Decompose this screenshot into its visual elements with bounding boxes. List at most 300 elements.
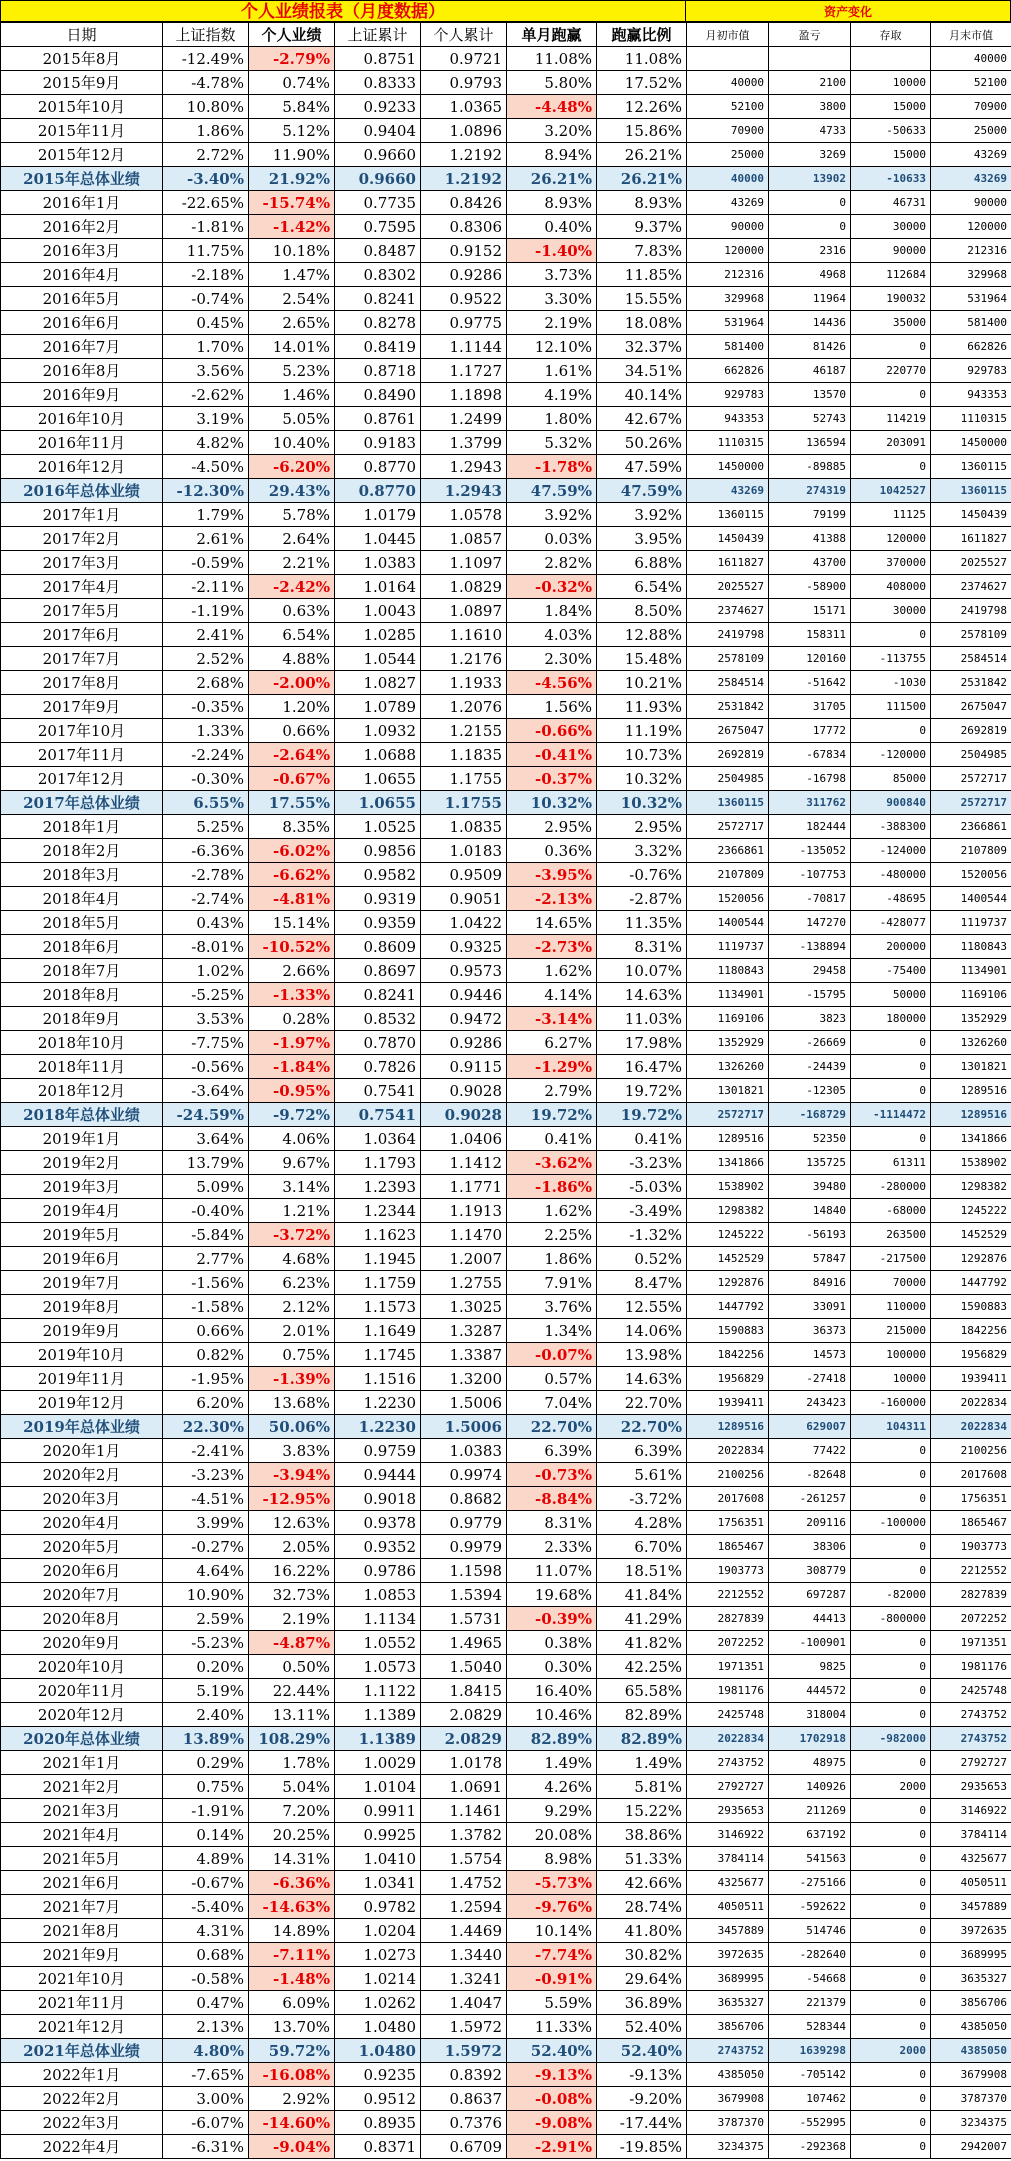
summary-row: [1, 167, 1011, 191]
cell-profit-loss: -67834: [769, 743, 851, 767]
cell-end-value: 2425748: [931, 1679, 1011, 1703]
cell-deposit-withdraw: 0: [851, 2063, 931, 2087]
cell-date: 2016年10月: [1, 407, 163, 431]
cell-start-value: 3856706: [687, 2015, 769, 2039]
cell-index-change: 1.02%: [163, 959, 249, 983]
cell-index-cumulative: 1.1945: [335, 1247, 421, 1271]
cell-start-value: 1981176: [687, 1679, 769, 1703]
cell-profit-loss: 48975: [769, 1751, 851, 1775]
cell-personal-cumulative: 0.9286: [421, 1031, 507, 1055]
cell-date: 2022年1月: [1, 2063, 163, 2087]
cell-excess-ratio: 30.82%: [597, 1943, 687, 1967]
cell-start-value: 1971351: [687, 1655, 769, 1679]
cell-index-change: -0.74%: [163, 287, 249, 311]
cell-deposit-withdraw: 0: [851, 719, 931, 743]
cell-start-value: 3972635: [687, 1943, 769, 1967]
title-bar: [0, 0, 1011, 22]
cell-personal-cumulative: 1.1933: [421, 671, 507, 695]
table-row: [1, 1511, 1011, 1535]
cell-excess-ratio: 41.80%: [597, 1919, 687, 1943]
cell-excess-ratio: 6.70%: [597, 1535, 687, 1559]
cell-index-change: 0.68%: [163, 1943, 249, 1967]
cell-personal-cumulative: 0.9028: [421, 1103, 507, 1127]
cell-deposit-withdraw: -113755: [851, 647, 931, 671]
cell-index-change: -1.91%: [163, 1799, 249, 1823]
cell-profit-loss: -292368: [769, 2135, 851, 2159]
cell-personal-change: 13.11%: [249, 1703, 335, 1727]
cell-personal-cumulative: 0.9028: [421, 1079, 507, 1103]
cell-index-change: 6.55%: [163, 791, 249, 815]
cell-personal-change: 32.73%: [249, 1583, 335, 1607]
cell-deposit-withdraw: 0: [851, 1703, 931, 1727]
cell-start-value: 1134901: [687, 983, 769, 1007]
cell-deposit-withdraw: 0: [851, 1943, 931, 1967]
cell-index-cumulative: 0.9444: [335, 1463, 421, 1487]
cell-excess-ratio: 8.31%: [597, 935, 687, 959]
cell-monthly-excess: 1.62%: [507, 1199, 597, 1223]
cell-personal-cumulative: 0.9974: [421, 1463, 507, 1487]
table-row: [1, 1823, 1011, 1847]
table-row: [1, 935, 1011, 959]
cell-index-change: -2.74%: [163, 887, 249, 911]
cell-excess-ratio: 34.51%: [597, 359, 687, 383]
cell-profit-loss: 541563: [769, 1847, 851, 1871]
cell-end-value: 1956829: [931, 1343, 1011, 1367]
cell-start-value: 2374627: [687, 599, 769, 623]
cell-personal-change: -1.97%: [249, 1031, 335, 1055]
cell-date: 2021年9月: [1, 1943, 163, 1967]
table-row: [1, 815, 1011, 839]
cell-excess-ratio: 13.98%: [597, 1343, 687, 1367]
cell-profit-loss: 33091: [769, 1295, 851, 1319]
cell-personal-change: 1.78%: [249, 1751, 335, 1775]
cell-index-cumulative: 1.0262: [335, 1991, 421, 2015]
cell-index-change: 3.64%: [163, 1127, 249, 1151]
cell-end-value: 1301821: [931, 1055, 1011, 1079]
cell-monthly-excess: 0.57%: [507, 1367, 597, 1391]
cell-monthly-excess: 26.21%: [507, 167, 597, 191]
cell-index-change: 5.19%: [163, 1679, 249, 1703]
cell-index-change: -8.01%: [163, 935, 249, 959]
cell-index-change: -3.40%: [163, 167, 249, 191]
cell-deposit-withdraw: 0: [851, 1079, 931, 1103]
cell-personal-change: 2.92%: [249, 2087, 335, 2111]
cell-personal-change: -2.64%: [249, 743, 335, 767]
cell-monthly-excess: 6.27%: [507, 1031, 597, 1055]
cell-personal-cumulative: 1.0857: [421, 527, 507, 551]
cell-monthly-excess: -4.48%: [507, 95, 597, 119]
cell-index-change: -2.24%: [163, 743, 249, 767]
cell-monthly-excess: -9.08%: [507, 2111, 597, 2135]
cell-start-value: 1842256: [687, 1343, 769, 1367]
cell-start-value: 1169106: [687, 1007, 769, 1031]
table-row: [1, 1175, 1011, 1199]
table-row: [1, 431, 1011, 455]
table-row: [1, 695, 1011, 719]
cell-end-value: 2374627: [931, 575, 1011, 599]
cell-index-cumulative: 0.9660: [335, 143, 421, 167]
cell-index-change: 0.66%: [163, 1319, 249, 1343]
cell-profit-loss: 11964: [769, 287, 851, 311]
cell-personal-cumulative: 1.0896: [421, 119, 507, 143]
cell-date: 2019年4月: [1, 1199, 163, 1223]
table-row: [1, 1679, 1011, 1703]
cell-deposit-withdraw: 10000: [851, 71, 931, 95]
cell-date: 2018年10月: [1, 1031, 163, 1055]
cell-deposit-withdraw: 0: [851, 1991, 931, 2015]
cell-start-value: 120000: [687, 239, 769, 263]
cell-personal-cumulative: 1.4469: [421, 1919, 507, 1943]
cell-profit-loss: -552995: [769, 2111, 851, 2135]
table-row: [1, 647, 1011, 671]
cell-excess-ratio: -17.44%: [597, 2111, 687, 2135]
cell-index-cumulative: 1.1759: [335, 1271, 421, 1295]
cell-personal-change: 5.04%: [249, 1775, 335, 1799]
cell-personal-change: 3.83%: [249, 1439, 335, 1463]
cell-start-value: 1110315: [687, 431, 769, 455]
cell-excess-ratio: 3.92%: [597, 503, 687, 527]
cell-personal-change: 5.12%: [249, 119, 335, 143]
cell-deposit-withdraw: 220770: [851, 359, 931, 383]
cell-excess-ratio: 11.08%: [597, 47, 687, 71]
column-header-personal-change: 个人业绩: [249, 23, 335, 47]
cell-date: 2016年12月: [1, 455, 163, 479]
cell-index-cumulative: 1.1122: [335, 1679, 421, 1703]
cell-date: 2019年6月: [1, 1247, 163, 1271]
cell-excess-ratio: 10.73%: [597, 743, 687, 767]
cell-monthly-excess: 1.86%: [507, 1247, 597, 1271]
table-row: [1, 455, 1011, 479]
cell-index-change: -2.11%: [163, 575, 249, 599]
cell-excess-ratio: 1.49%: [597, 1751, 687, 1775]
cell-personal-cumulative: 0.8637: [421, 2087, 507, 2111]
cell-monthly-excess: 10.32%: [507, 791, 597, 815]
cell-personal-change: 2.21%: [249, 551, 335, 575]
cell-excess-ratio: 42.67%: [597, 407, 687, 431]
cell-monthly-excess: 3.92%: [507, 503, 597, 527]
cell-end-value: 43269: [931, 143, 1011, 167]
cell-start-value: 943353: [687, 407, 769, 431]
cell-personal-cumulative: 1.0183: [421, 839, 507, 863]
cell-date: 2019年2月: [1, 1151, 163, 1175]
cell-personal-cumulative: 1.5731: [421, 1607, 507, 1631]
cell-index-change: -4.50%: [163, 455, 249, 479]
cell-profit-loss: 13902: [769, 167, 851, 191]
cell-personal-change: 8.35%: [249, 815, 335, 839]
cell-index-change: -0.58%: [163, 1967, 249, 1991]
cell-excess-ratio: -1.32%: [597, 1223, 687, 1247]
cell-personal-change: 7.20%: [249, 1799, 335, 1823]
cell-excess-ratio: 4.28%: [597, 1511, 687, 1535]
table-row: [1, 383, 1011, 407]
cell-end-value: 2100256: [931, 1439, 1011, 1463]
cell-deposit-withdraw: [851, 47, 931, 71]
cell-personal-cumulative: 1.5006: [421, 1415, 507, 1439]
cell-personal-cumulative: 0.8426: [421, 191, 507, 215]
cell-personal-cumulative: 1.2176: [421, 647, 507, 671]
cell-index-change: 4.80%: [163, 2039, 249, 2063]
table-row: [1, 863, 1011, 887]
cell-deposit-withdraw: 0: [851, 455, 931, 479]
cell-excess-ratio: 6.39%: [597, 1439, 687, 1463]
cell-monthly-excess: 8.98%: [507, 1847, 597, 1871]
cell-profit-loss: -70817: [769, 887, 851, 911]
cell-excess-ratio: 18.08%: [597, 311, 687, 335]
cell-date: 2018年11月: [1, 1055, 163, 1079]
cell-personal-change: 22.44%: [249, 1679, 335, 1703]
cell-personal-change: 6.09%: [249, 1991, 335, 2015]
cell-index-cumulative: 1.0204: [335, 1919, 421, 1943]
cell-index-cumulative: 0.8761: [335, 407, 421, 431]
cell-end-value: 1939411: [931, 1367, 1011, 1391]
cell-start-value: 3689995: [687, 1967, 769, 1991]
cell-profit-loss: 158311: [769, 623, 851, 647]
cell-start-value: 581400: [687, 335, 769, 359]
cell-start-value: 2022834: [687, 1727, 769, 1751]
cell-date: 2017年11月: [1, 743, 163, 767]
cell-personal-change: 4.68%: [249, 1247, 335, 1271]
cell-excess-ratio: 22.70%: [597, 1391, 687, 1415]
cell-personal-cumulative: 1.0178: [421, 1751, 507, 1775]
cell-index-change: 13.79%: [163, 1151, 249, 1175]
cell-index-change: 3.00%: [163, 2087, 249, 2111]
cell-index-change: -5.40%: [163, 1895, 249, 1919]
table-row: [1, 1079, 1011, 1103]
cell-profit-loss: 136594: [769, 431, 851, 455]
cell-deposit-withdraw: 0: [851, 1535, 931, 1559]
cell-personal-cumulative: 1.5394: [421, 1583, 507, 1607]
cell-deposit-withdraw: -68000: [851, 1199, 931, 1223]
table-row: [1, 2135, 1011, 2159]
cell-deposit-withdraw: 0: [851, 335, 931, 359]
cell-profit-loss: -275166: [769, 1871, 851, 1895]
cell-personal-change: 12.63%: [249, 1511, 335, 1535]
cell-index-change: 13.89%: [163, 1727, 249, 1751]
cell-personal-cumulative: 1.0406: [421, 1127, 507, 1151]
cell-monthly-excess: 5.59%: [507, 1991, 597, 2015]
cell-start-value: 3234375: [687, 2135, 769, 2159]
cell-excess-ratio: 10.32%: [597, 767, 687, 791]
table-row: [1, 1703, 1011, 1727]
cell-index-change: 1.33%: [163, 719, 249, 743]
cell-index-cumulative: 0.8609: [335, 935, 421, 959]
cell-monthly-excess: 9.29%: [507, 1799, 597, 1823]
cell-end-value: 1971351: [931, 1631, 1011, 1655]
table-row: [1, 2015, 1011, 2039]
cell-monthly-excess: 19.72%: [507, 1103, 597, 1127]
cell-personal-change: -2.42%: [249, 575, 335, 599]
cell-personal-change: -7.11%: [249, 1943, 335, 1967]
cell-date: 2018年12月: [1, 1079, 163, 1103]
cell-excess-ratio: 12.55%: [597, 1295, 687, 1319]
cell-monthly-excess: -5.73%: [507, 1871, 597, 1895]
cell-personal-change: 14.89%: [249, 1919, 335, 1943]
cell-end-value: 2366861: [931, 815, 1011, 839]
cell-index-change: 0.14%: [163, 1823, 249, 1847]
cell-index-cumulative: 0.8241: [335, 287, 421, 311]
cell-index-change: -1.56%: [163, 1271, 249, 1295]
cell-profit-loss: -82648: [769, 1463, 851, 1487]
cell-monthly-excess: 0.41%: [507, 1127, 597, 1151]
cell-excess-ratio: 28.74%: [597, 1895, 687, 1919]
table-row: [1, 527, 1011, 551]
cell-end-value: 2017608: [931, 1463, 1011, 1487]
cell-monthly-excess: -3.14%: [507, 1007, 597, 1031]
cell-end-value: 4385050: [931, 2039, 1011, 2063]
cell-index-cumulative: 1.0688: [335, 743, 421, 767]
cell-profit-loss: 3269: [769, 143, 851, 167]
cell-monthly-excess: 19.68%: [507, 1583, 597, 1607]
cell-index-cumulative: 0.7595: [335, 215, 421, 239]
cell-profit-loss: 17772: [769, 719, 851, 743]
cell-index-cumulative: 1.0029: [335, 1751, 421, 1775]
cell-personal-change: -1.48%: [249, 1967, 335, 1991]
cell-end-value: 3972635: [931, 1919, 1011, 1943]
cell-start-value: 329968: [687, 287, 769, 311]
cell-index-cumulative: 0.8333: [335, 71, 421, 95]
cell-personal-change: -3.72%: [249, 1223, 335, 1247]
column-header-monthly-excess: 单月跑赢: [507, 23, 597, 47]
cell-monthly-excess: 10.14%: [507, 1919, 597, 1943]
cell-monthly-excess: 1.56%: [507, 695, 597, 719]
cell-index-change: -2.78%: [163, 863, 249, 887]
cell-index-change: 3.56%: [163, 359, 249, 383]
cell-profit-loss: 308779: [769, 1559, 851, 1583]
cell-deposit-withdraw: -1030: [851, 671, 931, 695]
cell-personal-cumulative: 1.3200: [421, 1367, 507, 1391]
cell-excess-ratio: 14.63%: [597, 1367, 687, 1391]
cell-index-change: -6.07%: [163, 2111, 249, 2135]
cell-deposit-withdraw: 111500: [851, 695, 931, 719]
cell-personal-change: -1.33%: [249, 983, 335, 1007]
cell-deposit-withdraw: 110000: [851, 1295, 931, 1319]
cell-start-value: 1939411: [687, 1391, 769, 1415]
cell-personal-cumulative: 1.2499: [421, 407, 507, 431]
cell-excess-ratio: 16.47%: [597, 1055, 687, 1079]
cell-index-cumulative: 1.0525: [335, 815, 421, 839]
cell-profit-loss: -15795: [769, 983, 851, 1007]
cell-personal-change: 2.65%: [249, 311, 335, 335]
cell-start-value: 2743752: [687, 1751, 769, 1775]
cell-excess-ratio: 40.14%: [597, 383, 687, 407]
cell-profit-loss: -89885: [769, 455, 851, 479]
cell-personal-change: -3.94%: [249, 1463, 335, 1487]
cell-index-cumulative: 1.0104: [335, 1775, 421, 1799]
table-row: [1, 2111, 1011, 2135]
cell-index-cumulative: 0.8718: [335, 359, 421, 383]
cell-deposit-withdraw: 100000: [851, 1343, 931, 1367]
cell-end-value: 2792727: [931, 1751, 1011, 1775]
cell-personal-cumulative: 1.2943: [421, 479, 507, 503]
cell-index-cumulative: 1.0341: [335, 1871, 421, 1895]
cell-end-value: 1360115: [931, 455, 1011, 479]
cell-end-value: 1450000: [931, 431, 1011, 455]
cell-profit-loss: 3800: [769, 95, 851, 119]
cell-personal-cumulative: 1.2943: [421, 455, 507, 479]
cell-monthly-excess: -2.13%: [507, 887, 597, 911]
cell-profit-loss: 274319: [769, 479, 851, 503]
cell-personal-change: -9.04%: [249, 2135, 335, 2159]
cell-excess-ratio: 10.32%: [597, 791, 687, 815]
cell-profit-loss: -138894: [769, 935, 851, 959]
cell-date: 2017年4月: [1, 575, 163, 599]
cell-date: 2016年7月: [1, 335, 163, 359]
cell-index-cumulative: 0.9925: [335, 1823, 421, 1847]
cell-start-value: 3635327: [687, 1991, 769, 2015]
table-row: [1, 1535, 1011, 1559]
cell-profit-loss: 77422: [769, 1439, 851, 1463]
cell-start-value: 2017608: [687, 1487, 769, 1511]
cell-date: 2016年9月: [1, 383, 163, 407]
cell-personal-cumulative: 1.1771: [421, 1175, 507, 1199]
cell-date: 2022年3月: [1, 2111, 163, 2135]
cell-index-change: -1.19%: [163, 599, 249, 623]
cell-monthly-excess: 8.93%: [507, 191, 597, 215]
cell-excess-ratio: -19.85%: [597, 2135, 687, 2159]
cell-personal-change: -6.36%: [249, 1871, 335, 1895]
cell-personal-change: 0.28%: [249, 1007, 335, 1031]
cell-personal-change: 2.05%: [249, 1535, 335, 1559]
cell-personal-cumulative: 1.3387: [421, 1343, 507, 1367]
cell-start-value: 1520056: [687, 887, 769, 911]
cell-index-cumulative: 0.7541: [335, 1103, 421, 1127]
cell-profit-loss: 209116: [769, 1511, 851, 1535]
cell-profit-loss: -51642: [769, 671, 851, 695]
cell-end-value: 1400544: [931, 887, 1011, 911]
table-row: [1, 551, 1011, 575]
cell-start-value: 3457889: [687, 1919, 769, 1943]
cell-profit-loss: 14573: [769, 1343, 851, 1367]
cell-deposit-withdraw: 0: [851, 1919, 931, 1943]
cell-personal-cumulative: 1.5972: [421, 2015, 507, 2039]
cell-personal-cumulative: 1.0578: [421, 503, 507, 527]
cell-index-cumulative: 1.2230: [335, 1415, 421, 1439]
cell-index-cumulative: 1.1573: [335, 1295, 421, 1319]
cell-profit-loss: 79199: [769, 503, 851, 527]
cell-end-value: 4385050: [931, 2015, 1011, 2039]
cell-excess-ratio: 11.85%: [597, 263, 687, 287]
cell-profit-loss: 221379: [769, 1991, 851, 2015]
cell-excess-ratio: -5.03%: [597, 1175, 687, 1199]
cell-personal-cumulative: 0.9979: [421, 1535, 507, 1559]
cell-index-change: -1.95%: [163, 1367, 249, 1391]
cell-personal-cumulative: 2.0829: [421, 1727, 507, 1751]
cell-personal-cumulative: 0.8392: [421, 2063, 507, 2087]
cell-end-value: 1289516: [931, 1079, 1011, 1103]
cell-deposit-withdraw: -10633: [851, 167, 931, 191]
cell-monthly-excess: 11.07%: [507, 1559, 597, 1583]
cell-personal-cumulative: 0.9721: [421, 47, 507, 71]
cell-index-change: -3.23%: [163, 1463, 249, 1487]
cell-profit-loss: -107753: [769, 863, 851, 887]
cell-monthly-excess: -1.86%: [507, 1175, 597, 1199]
cell-start-value: 531964: [687, 311, 769, 335]
cell-date: 2015年8月: [1, 47, 163, 71]
cell-excess-ratio: 11.93%: [597, 695, 687, 719]
cell-start-value: 1903773: [687, 1559, 769, 1583]
cell-index-change: 1.86%: [163, 119, 249, 143]
cell-excess-ratio: 7.83%: [597, 239, 687, 263]
cell-index-cumulative: 1.0655: [335, 791, 421, 815]
cell-personal-change: -15.74%: [249, 191, 335, 215]
cell-start-value: 2578109: [687, 647, 769, 671]
cell-date: 2021年2月: [1, 1775, 163, 1799]
cell-profit-loss: -282640: [769, 1943, 851, 1967]
cell-monthly-excess: 2.30%: [507, 647, 597, 671]
cell-end-value: 3635327: [931, 1967, 1011, 1991]
cell-personal-cumulative: 0.8682: [421, 1487, 507, 1511]
cell-end-value: 1538902: [931, 1151, 1011, 1175]
